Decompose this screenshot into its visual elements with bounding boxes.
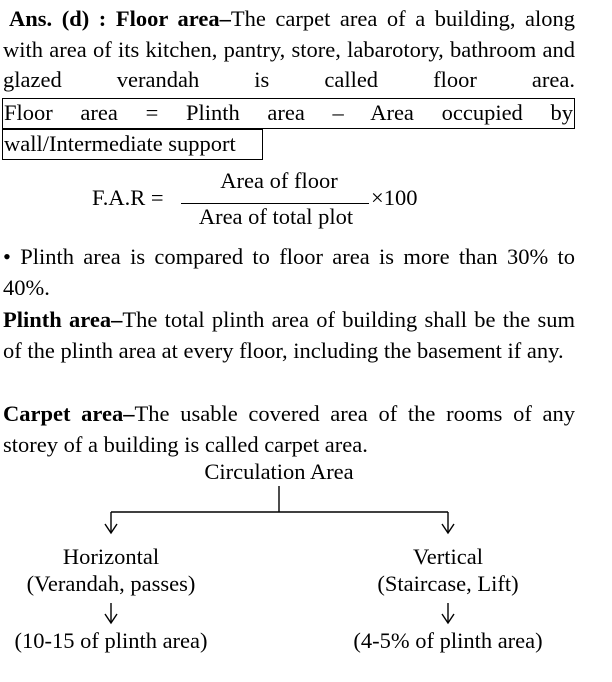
vertical-share: (4-5% of plinth area) bbox=[353, 628, 543, 653]
horizontal-title: Horizontal bbox=[62, 544, 160, 569]
floor-area-definition-line1: Floor area = Plinth area – Area occupied by bbox=[4, 100, 573, 125]
floor-area-definition-line2: wall/Intermediate support bbox=[4, 131, 236, 156]
carpet-area-label: Carpet area– bbox=[3, 401, 135, 426]
answer-text: The carpet area of a building, along with area of its kitchen, pantry, store, labarotory, bathroom and glazed verandah is called floor area. bbox=[3, 6, 576, 92]
formula-lhs: F.A.R = bbox=[92, 185, 164, 210]
carpet-area-text: The usable covered area of the rooms of any storey of a building is called carpet area. bbox=[3, 401, 576, 457]
vertical-title: Vertical bbox=[413, 544, 483, 569]
horizontal-share: (10-15 of plinth area) bbox=[14, 628, 208, 653]
plinth-area-text: The total plinth area of building shall be the sum of the plinth area at every floor, including the basement if any. bbox=[3, 307, 575, 363]
plinth-area-label: Plinth area– bbox=[3, 307, 123, 332]
bullet-marker: • bbox=[3, 244, 11, 269]
formula-denominator: Area of total plot bbox=[198, 204, 354, 229]
formula-rhs: ×100 bbox=[371, 185, 418, 210]
bullet-text: Plinth area is compared to floor area is more than 30% to 40%. bbox=[3, 244, 576, 300]
formula-numerator: Area of floor bbox=[220, 168, 338, 193]
vertical-examples: (Staircase, Lift) bbox=[377, 571, 519, 596]
circulation-area-root: Circulation Area bbox=[204, 459, 354, 484]
horizontal-examples: (Verandah, passes) bbox=[26, 571, 196, 596]
answer-label: Ans. (d) : Floor area– bbox=[9, 6, 231, 31]
